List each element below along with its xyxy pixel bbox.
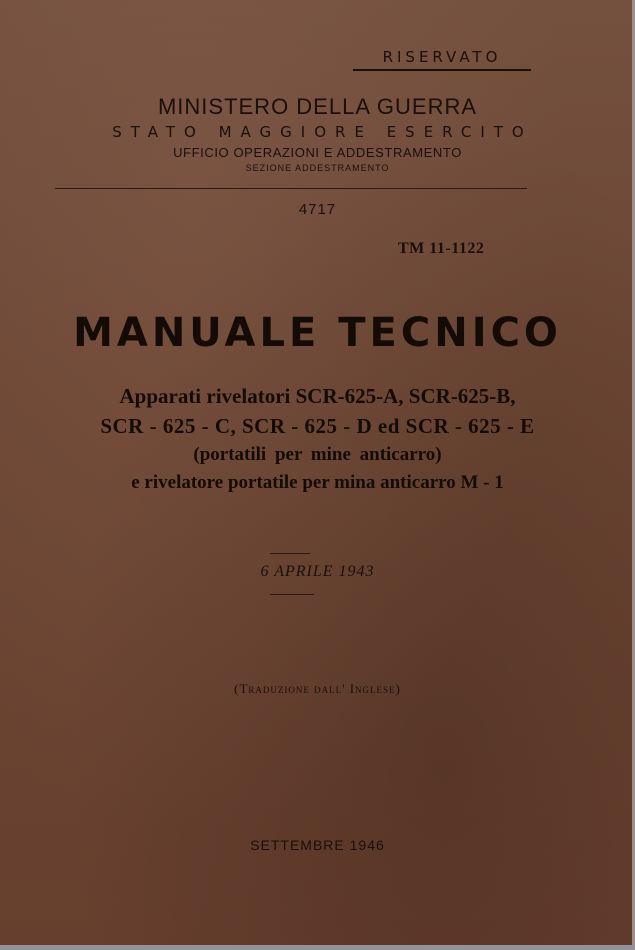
original-date: 6 APRILE 1943 (260, 563, 375, 580)
tm-code: TM 11-1122 (398, 240, 485, 257)
date-rule-bottom (270, 594, 314, 595)
document-number: 4717 (298, 201, 337, 218)
page-title: MANUALE TECNICO (73, 310, 562, 356)
subtitle-block (0, 381, 635, 497)
issuing-authority-header (0, 94, 635, 174)
subtitle-line: e rivelatore portatile per mina anticarro M - 1 (131, 472, 504, 493)
ministry-name: MINISTERO DELLA GUERRA (157, 94, 478, 119)
translation-note: (Traduzione dall' Inglese) (234, 681, 401, 696)
date-rule-top (270, 553, 310, 554)
section-name: SEZIONE ADDESTRAMENTO (245, 163, 390, 173)
subtitle-line: Apparati rivelatori SCR-625-A, SCR-625-B, (119, 384, 516, 408)
office-name: UFFICIO OPERAZIONI E ADDESTRAMENTO (173, 145, 462, 160)
header-divider (55, 188, 527, 189)
subtitle-line: (portatili per mine anticarro) (193, 444, 442, 465)
classification-stamp: RISERVATO (353, 48, 531, 71)
staff-name: STATO MAGGIORE ESERCITO (112, 123, 533, 141)
subtitle-line: SCR - 625 - C, SCR - 625 - D ed SCR - 625 - E (100, 414, 535, 438)
publication-date: SETTEMBRE 1946 (250, 837, 385, 853)
page-edge-bottom (0, 945, 635, 950)
